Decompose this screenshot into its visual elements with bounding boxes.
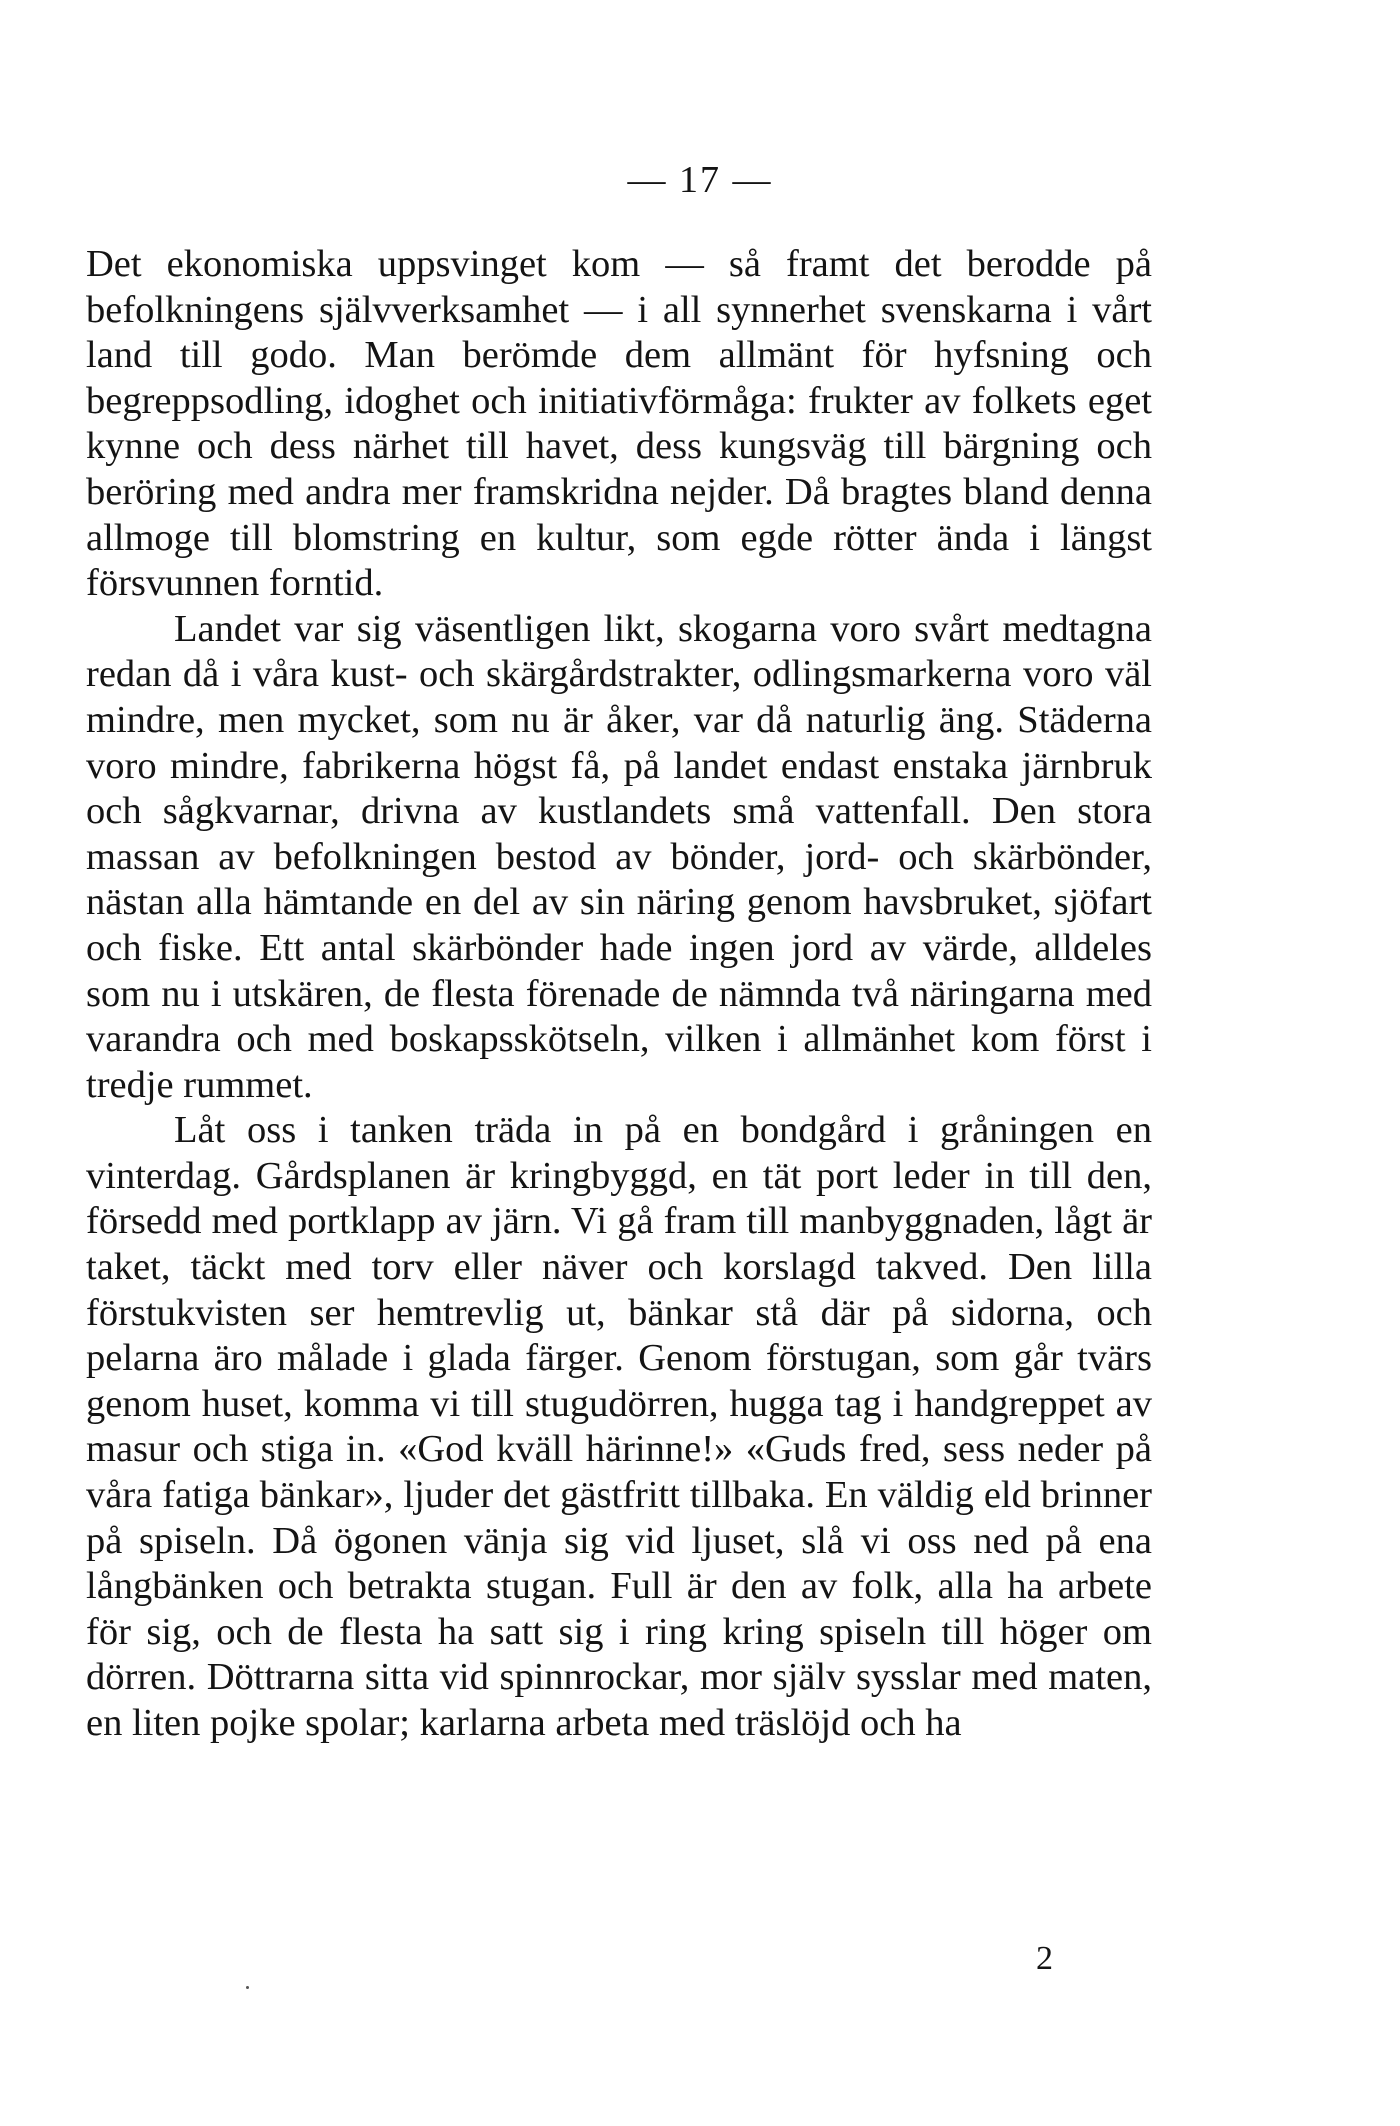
page-number-header: — 17 — (627, 159, 773, 201)
paragraph-farmhouse-visit: Låt oss i tanken träda in på en bondgård i gråningen en vinterdag. Gårdsplanen är kringbyggd, en tät port leder in till den, försedd med portklapp av järn. Vi gå fram till manbyggnaden, lågt är taket, täckt med torv eller näver och korslagd takved. Den lilla förstukvisten ser hemtrevlig ut, bänkar stå där på sidorna, och pelarna äro målade i glada färger. Genom förstugan, som går tvärs genom huset, komma vi till stugudörren, hugga tag i handgreppet av masur och stiga in. «God kväll härinne!» «Guds fred, sess neder på våra fatiga bänkar», ljuder det gästfritt tillbaka. En väldig eld brinner på spiseln. Då ögonen vänja sig vid ljuset, slå vi oss ned på ena långbänken och betrakta stugan. Full är den av folk, alla ha arbete för sig, och de flesta ha satt sig i ring kring spiseln till höger om dörren. Döttrarna sitta vid spinnrockar, mor själv sysslar med maten, en liten pojke spolar; karlarna arbeta med träslöjd och ha (86, 1109, 1152, 1744)
paragraph-economic-upswing: Det ekonomiska uppsvinget kom — så framt det berodde på befolkningens självverksamhet — i all synnerhet svenskarna i vårt land till godo. Man berömde dem allmänt för hyfsning och begreppsodling, idoghet och initiativförmåga: frukter av folkets eget kynne och dess närhet till havet, dess kungsväg till bärgning och beröring med andra mer framskridna nejder. Då bragtes bland denna allmoge till blomstring en kultur, som egde rötter ända i längst försvunnen forntid. (86, 243, 1152, 605)
signature-mark: 2 (1036, 1940, 1053, 1977)
body-text (86, 242, 1152, 1747)
paragraph-landscape: Landet var sig väsentligen likt, skogarna voro svårt medtagna redan då i våra kust- och skärgårdstrakter, odlingsmarkerna voro väl mindre, men mycket, som nu är åker, var då naturlig äng. Städerna voro mindre, fabrikerna högst få, på landet endast enstaka järnbruk och sågkvarnar, drivna av kustlandets små vattenfall. Den stora massan av befolkningen bestod av bönder, jord- och skärbönder, nästan alla hämtande en del av sin näring genom havsbruket, sjöfart och fiske. Ett antal skärbönder hade ingen jord av värde, alldeles som nu i utskären, de flesta förenade de nämnda två näringarna med varandra och med boskapsskötseln, vilken i allmänhet kom först i tredje rummet. (86, 607, 1152, 1106)
print-speck (246, 1986, 249, 1989)
